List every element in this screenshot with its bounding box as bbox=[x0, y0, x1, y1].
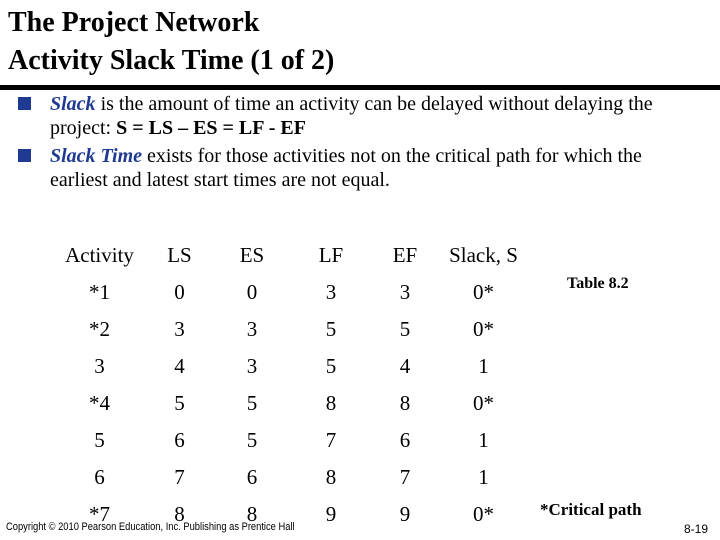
square-bullet-icon bbox=[18, 97, 31, 110]
table-row bbox=[52, 459, 527, 496]
bullet-text: exists for those activities not on the critical path for which the earliest and latest start times are not equal. bbox=[50, 145, 642, 191]
cell-ls: 8 bbox=[174, 502, 185, 526]
col-header-activity: Activity bbox=[65, 242, 134, 267]
title-divider bbox=[0, 85, 720, 90]
critical-path-note: *Critical path bbox=[540, 500, 642, 519]
cell-activity: 5 bbox=[94, 428, 105, 452]
cell-activity: *2 bbox=[89, 317, 110, 341]
title-line-1: The Project Network bbox=[8, 7, 260, 38]
cell-es: 6 bbox=[246, 465, 258, 489]
cell-ls: 5 bbox=[174, 391, 185, 415]
col-header-lf: LF bbox=[318, 242, 344, 267]
cell-slack: 1 bbox=[478, 354, 489, 378]
col-header-es: ES bbox=[239, 242, 265, 267]
slack-table bbox=[52, 236, 527, 533]
bullet-slack bbox=[18, 92, 698, 140]
cell-slack: 0* bbox=[473, 280, 494, 304]
cell-ef: 5 bbox=[399, 317, 411, 341]
cell-lf: 5 bbox=[325, 354, 337, 378]
table-row bbox=[52, 422, 527, 459]
cell-ef: 6 bbox=[399, 428, 411, 452]
col-header-slack: Slack, S bbox=[449, 242, 518, 267]
bullet-slack-time bbox=[18, 144, 698, 192]
cell-slack: 1 bbox=[478, 428, 489, 452]
cell-slack: 0* bbox=[473, 391, 494, 415]
cell-ef: 7 bbox=[399, 465, 411, 489]
cell-lf: 7 bbox=[325, 428, 337, 452]
cell-activity: 6 bbox=[94, 465, 105, 489]
cell-ls: 6 bbox=[174, 428, 185, 452]
cell-es: 3 bbox=[246, 317, 258, 341]
col-header-ef: EF bbox=[392, 242, 418, 267]
table-row bbox=[52, 311, 527, 348]
cell-ls: 0 bbox=[174, 280, 185, 304]
table-caption: Table 8.2 bbox=[567, 275, 629, 292]
title-line-2: Activity Slack Time (1 of 2) bbox=[8, 45, 335, 76]
cell-activity: *4 bbox=[89, 391, 110, 415]
cell-ef: 3 bbox=[399, 280, 411, 304]
cell-slack: 1 bbox=[478, 465, 489, 489]
table-row bbox=[52, 274, 527, 311]
cell-ls: 7 bbox=[174, 465, 185, 489]
cell-lf: 5 bbox=[325, 317, 337, 341]
cell-slack: 0* bbox=[473, 502, 494, 526]
cell-es: 0 bbox=[246, 280, 258, 304]
cell-activity: *7 bbox=[89, 502, 110, 526]
cell-ls: 4 bbox=[174, 354, 185, 378]
term-slack: Slack bbox=[50, 93, 96, 115]
table-header-row bbox=[52, 236, 527, 274]
cell-activity: 3 bbox=[94, 354, 105, 378]
slack-formula: S = LS – ES = LF - EF bbox=[116, 117, 306, 139]
table-row bbox=[52, 348, 527, 385]
page-number: 8-19 bbox=[683, 522, 708, 536]
cell-lf: 9 bbox=[325, 502, 337, 526]
copyright-footer: Copyright © 2010 Pearson Education, Inc. Publishing as Prentice Hall bbox=[6, 521, 295, 533]
cell-es: 3 bbox=[246, 354, 258, 378]
cell-ef: 8 bbox=[399, 391, 411, 415]
cell-lf: 8 bbox=[325, 391, 337, 415]
term-slack-time: Slack Time bbox=[50, 145, 143, 167]
cell-es: 8 bbox=[246, 502, 258, 526]
square-bullet-icon bbox=[18, 149, 31, 162]
cell-lf: 3 bbox=[325, 280, 337, 304]
bullet-text: is the amount of time an activity can be delayed without delaying the project: bbox=[50, 93, 653, 139]
cell-ef: 4 bbox=[399, 354, 411, 378]
col-header-ls: LS bbox=[167, 242, 192, 267]
cell-es: 5 bbox=[246, 428, 258, 452]
cell-ef: 9 bbox=[399, 502, 411, 526]
cell-lf: 8 bbox=[325, 465, 337, 489]
cell-es: 5 bbox=[246, 391, 258, 415]
table-row bbox=[52, 385, 527, 422]
cell-activity: *1 bbox=[89, 280, 110, 304]
cell-slack: 0* bbox=[473, 317, 494, 341]
cell-ls: 3 bbox=[174, 317, 185, 341]
bullet-list bbox=[18, 92, 698, 196]
slide-title bbox=[8, 4, 334, 80]
